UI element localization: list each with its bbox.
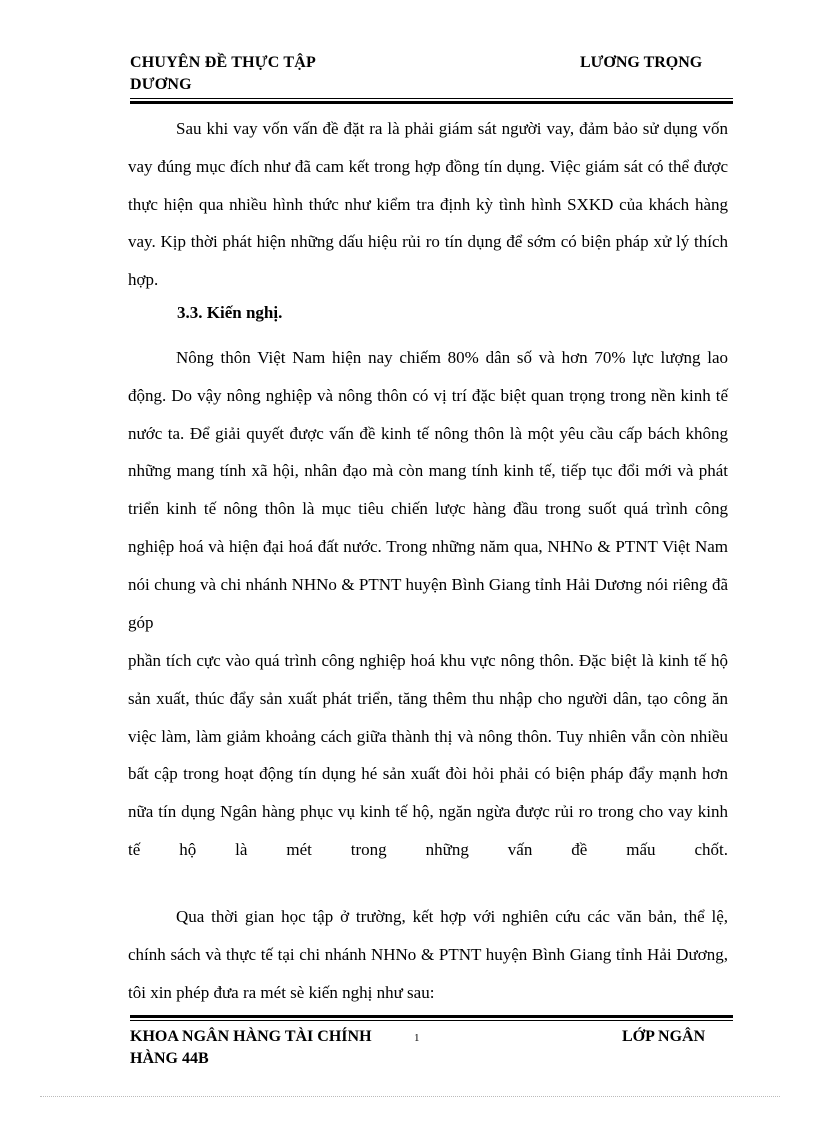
- header-title-line2: DƯƠNG: [130, 76, 192, 93]
- header-rule-thick: [130, 101, 733, 104]
- header-author: LƯƠNG TRỌNG: [580, 54, 703, 71]
- paragraph-rural-economy-part1: Nông thôn Việt Nam hiện nay chiếm 80% dân số và hơn 70% lực lượng lao động. Do vậy nông nghiệp và nông thôn có vị trí đặc biệt quan trọng trong nền kinh tế nước ta. Để giải quyết được vấn đề kinh tế nông thôn là một yêu cầu cấp bách không những mang tính xã hội, nhân đạo mà còn mang tính kinh tế, tiếp tục đổi mới và phát triển kinh tế nông thôn là mục tiêu chiến lược hàng đầu trong suốt quá trình công nghiệp hoá và hiện đại hoá đất nước. Trong những năm qua, NHNo & PTNT Việt Nam nói chung và chi nhánh NHNo & PTNT huyện Bình Giang tỉnh Hải Dương nói riêng đã góp: [128, 348, 728, 632]
- header-rule-thin: [130, 98, 733, 99]
- paragraph-rural-economy-part2: phần tích cực vào quá trình công nghiệp hoá khu vực nông thôn. Đặc biệt là kinh tế hộ sản xuất, thúc đẩy sản xuất phát triển, tăng thêm thu nhập cho người dân, tạo công ăn việc làm, làm giảm khoảng cách giữa thành thị và nông thôn. Tuy nhiên vẫn còn nhiều bất cập trong hoạt động tín dụng hé sản xuất đòi hỏi phải có biện pháp đẩy mạnh hơn nữa tín dụng Ngân hàng phục vụ kinh tế hộ, ngăn ngừa được rủi ro trong cho vay kinh tế hộ là mét trong những vấn đề mấu chốt.: [128, 651, 728, 859]
- paragraph-supervision: Sau khi vay vốn vấn đề đặt ra là phải giám sát người vay, đảm bảo sử dụng vốn vay đúng mục đích như đã cam kết trong hợp đồng tín dụng. Việc giám sát có thể được thực hiện qua nhiều hình thức như kiểm tra định kỳ tình hình SXKD của khách hàng vay. Kịp thời phát hiện những dấu hiệu rủi ro tín dụng để sớm có biện pháp xử lý thích hợp.: [128, 119, 728, 290]
- page-bottom-border: [40, 1096, 780, 1097]
- header-left: [130, 52, 430, 96]
- footer-rule-thick: [130, 1015, 733, 1018]
- footer-class: LỚP NGÂN: [622, 1028, 706, 1045]
- footer-page-mark: 1: [414, 1032, 420, 1044]
- footer-rule-thin: [130, 1020, 733, 1021]
- footer-left: [130, 1026, 430, 1070]
- header-title-line1: CHUYÊN ĐỀ THỰC TẬP: [130, 54, 316, 71]
- footer-faculty-line2: HÀNG 44B: [130, 1050, 209, 1067]
- paragraph-recommendations-intro: Qua thời gian học tập ở trường, kết hợp với nghiên cứu các văn bản, thể lệ, chính sách và thực tế tại chi nhánh NHNo & PTNT huyện Bình Giang tỉnh Hải Dương, tôi xin phép đưa ra mét sè kiến nghị như sau:: [128, 907, 728, 1002]
- footer-faculty-line1: KHOA NGÂN HÀNG TÀI CHÍNH: [130, 1028, 372, 1045]
- section-heading: 3.3. Kiến nghị.: [177, 303, 283, 322]
